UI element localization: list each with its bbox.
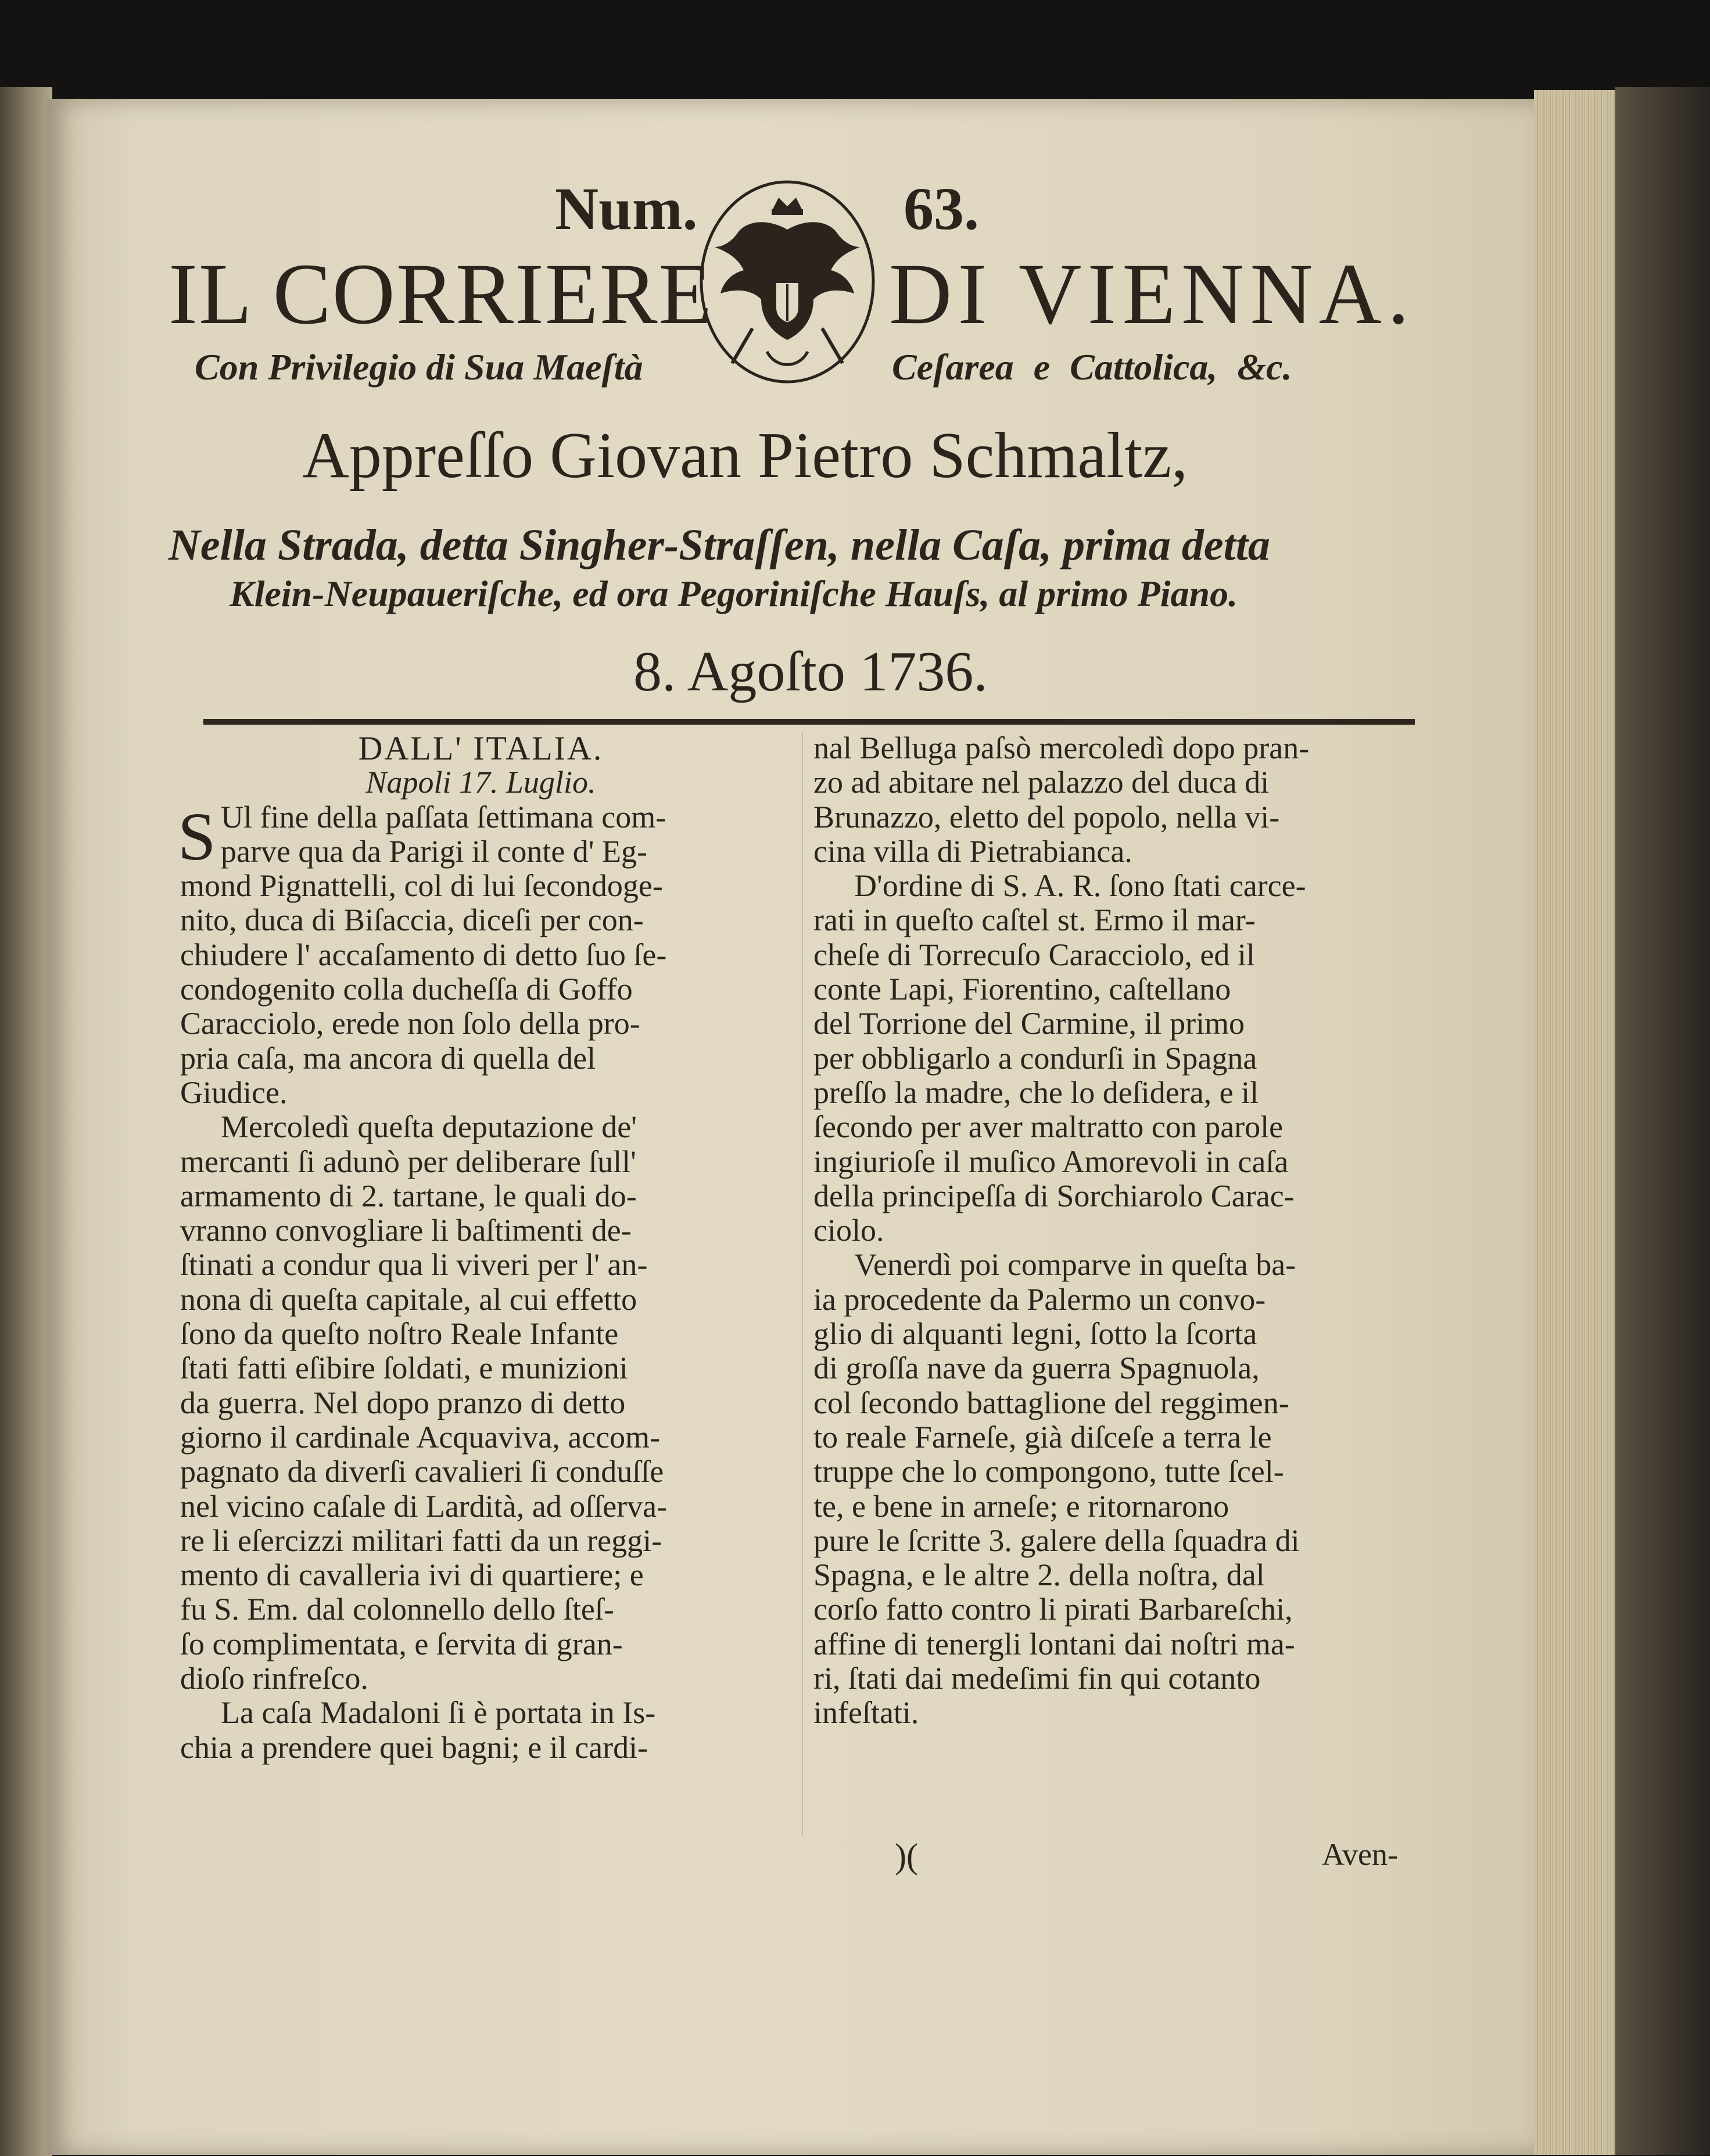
text-line: col ſecondo battaglione del reggimen-	[813, 1385, 1289, 1420]
address-line-2: Klein-Neupaueriſche, ed ora Pegoriniſche Hauſs, al primo Piano.	[230, 573, 1238, 614]
text-line: zo ad abitare nel palazzo del duca di	[813, 765, 1270, 800]
header-rule	[203, 719, 1415, 725]
text-line: parve qua da Parigi il conte d' Eg-	[221, 833, 647, 869]
catchword: Aven-	[1322, 1837, 1398, 1872]
masthead-title-left: IL CORRIERE	[169, 246, 714, 342]
double-headed-eagle-emblem	[697, 177, 877, 386]
text-line: da guerra. Nel dopo pranzo di detto	[180, 1385, 626, 1420]
text-line: pagnato da diverſi cavalieri ſi conduſſe	[180, 1454, 664, 1489]
right-column	[813, 731, 1418, 1731]
text-line: vranno convogliare li baſtimenti de-	[180, 1213, 632, 1248]
text-line: chiudere l' accaſamento di detto ſuo ſe-	[180, 937, 667, 972]
text-line: dioſo rinfreſco.	[180, 1661, 368, 1696]
text-line: della principeſſa di Sorchiarolo Carac-	[813, 1178, 1295, 1213]
text-line: Spagna, e le altre 2. della noſtra, dal	[813, 1557, 1265, 1593]
text-line: Brunazzo, eletto del popolo, nella vi-	[813, 799, 1280, 835]
text-line: Giudice.	[180, 1075, 288, 1110]
text-line: affine di tenergli lontani dai noſtri ma-	[813, 1626, 1295, 1661]
text-line: nona di queſta capitale, al cui effetto	[180, 1281, 637, 1317]
book-spine-left	[0, 87, 52, 2156]
paragraph-1	[813, 731, 1418, 869]
printer-line: Appreſſo Giovan Pietro Schmaltz,	[302, 420, 1188, 492]
text-line: armamento di 2. tartane, le quali do-	[180, 1178, 637, 1213]
text-line: ſtinati a condur qua li viveri per l' an-	[180, 1247, 648, 1283]
text-line: cheſe di Torrecuſo Caracciolo, ed il	[813, 937, 1255, 972]
issue-number: 63.	[904, 176, 979, 242]
section-heading: DALL' ITALIA.	[358, 729, 604, 767]
text-line: ciolo.	[813, 1213, 884, 1248]
text-line: cina villa di Pietrabianca.	[813, 833, 1132, 869]
drop-cap: S	[178, 798, 216, 875]
text-line: D'ordine di S. A. R. ſono ſtati carce-	[854, 868, 1306, 904]
paragraph-3	[180, 1696, 781, 1765]
text-line: nito, duca di Biſaccia, diceſi per con-	[180, 902, 644, 938]
text-line: ri, ſtati dai medeſimi fin qui cotanto	[813, 1661, 1261, 1696]
dateline: Napoli 17. Luglio.	[365, 765, 596, 800]
column-divider	[802, 732, 803, 1836]
text-line: corſo fatto contro li pirati Barbareſchi,	[813, 1592, 1293, 1627]
text-line: glio di alquanti legni, ſotto la ſcorta	[813, 1316, 1257, 1352]
text-line: ingiurioſe il muſico Amorevoli in caſa	[813, 1144, 1289, 1179]
text-line: Mercoledì queſta deputazione de'	[221, 1109, 637, 1145]
book-edge-shadow	[1615, 87, 1710, 2155]
issue-date: 8. Agoſto 1736.	[633, 640, 988, 703]
signature-mark: )(	[895, 1837, 918, 1875]
text-line: conte Lapi, Fiorentino, caſtellano	[813, 972, 1231, 1007]
left-column	[180, 731, 781, 1765]
text-line: fu S. Em. dal colonnello dello ſteſ-	[180, 1592, 614, 1627]
text-line: preſſo la madre, che lo deſidera, e il	[813, 1075, 1259, 1110]
text-line: di groſſa nave da guerra Spagnuola,	[813, 1351, 1260, 1386]
masthead-title-right: DI VIENNA.	[889, 246, 1415, 342]
issue-number-label: Num.	[555, 176, 698, 242]
privilege-line-left: Con Privilegio di Sua Maeſtà	[195, 346, 643, 388]
paragraph-3	[813, 1248, 1418, 1730]
text-line: ſtati fatti eſibire ſoldati, e munizioni	[180, 1351, 628, 1386]
text-line: pria caſa, ma ancora di quella del	[180, 1040, 596, 1076]
text-line: mento di cavalleria ivi di quartiere; e	[180, 1557, 644, 1593]
text-line: giorno il cardinale Acquaviva, accom-	[180, 1419, 661, 1455]
text-line: nal Belluga paſsò mercoledì dopo pran-	[813, 730, 1310, 765]
text-line: pure le ſcritte 3. galere della ſquadra di	[813, 1523, 1300, 1558]
text-line: ſo complimentata, e ſervita di gran-	[180, 1626, 623, 1661]
text-line: S Ul fine della paſſata ſettimana com-	[178, 798, 666, 875]
text-line: La caſa Madaloni ſi è portata in Is-	[221, 1695, 656, 1731]
page-edges	[1534, 90, 1615, 2155]
text-line: to reale Farneſe, già diſceſe a terra le	[813, 1419, 1272, 1455]
text-line: mond Pignattelli, col di lui ſecondoge-	[180, 868, 663, 904]
text-line: ia procedente da Palermo un convo-	[813, 1281, 1266, 1317]
text-line: Caracciolo, erede non ſolo della pro-	[180, 1006, 640, 1041]
text-line: rati in queſto caſtel st. Ermo il mar-	[813, 902, 1256, 938]
privilege-line-right: Ceſarea e Cattolica, &c.	[892, 346, 1292, 388]
text-line: ſecondo per aver maltratto con parole	[813, 1109, 1284, 1145]
paragraph-2	[180, 1110, 781, 1696]
address-line-1: Nella Strada, detta Singher-Straſſen, nella Caſa, prima detta	[169, 521, 1270, 570]
text-line: condogenito colla ducheſſa di Goffo	[180, 972, 633, 1007]
paragraph-2	[813, 869, 1418, 1248]
text-line: del Torrione del Carmine, il primo	[813, 1006, 1245, 1041]
text-line: ſono da queſto noſtro Reale Infante	[180, 1316, 619, 1352]
paragraph-1	[180, 800, 781, 1111]
text-line: mercanti ſi adunò per deliberare ſull'	[180, 1144, 636, 1179]
text-line: truppe che lo compongono, tutte ſcel-	[813, 1454, 1284, 1489]
text-line: re li eſercizzi militari fatti da un reggi-	[180, 1523, 662, 1558]
text-line: chia a prendere quei bagni; e il cardi-	[180, 1729, 648, 1765]
text-line: Venerdì poi comparve in queſta ba-	[854, 1247, 1296, 1283]
text-line: infeſtati.	[813, 1695, 919, 1731]
text-line: per obbligarlo a condurſi in Spagna	[813, 1040, 1257, 1076]
text-line: te, e bene in arneſe; e ritornarono	[813, 1488, 1229, 1524]
text-line: nel vicino caſale di Lardità, ad oſſerva-	[180, 1488, 668, 1524]
